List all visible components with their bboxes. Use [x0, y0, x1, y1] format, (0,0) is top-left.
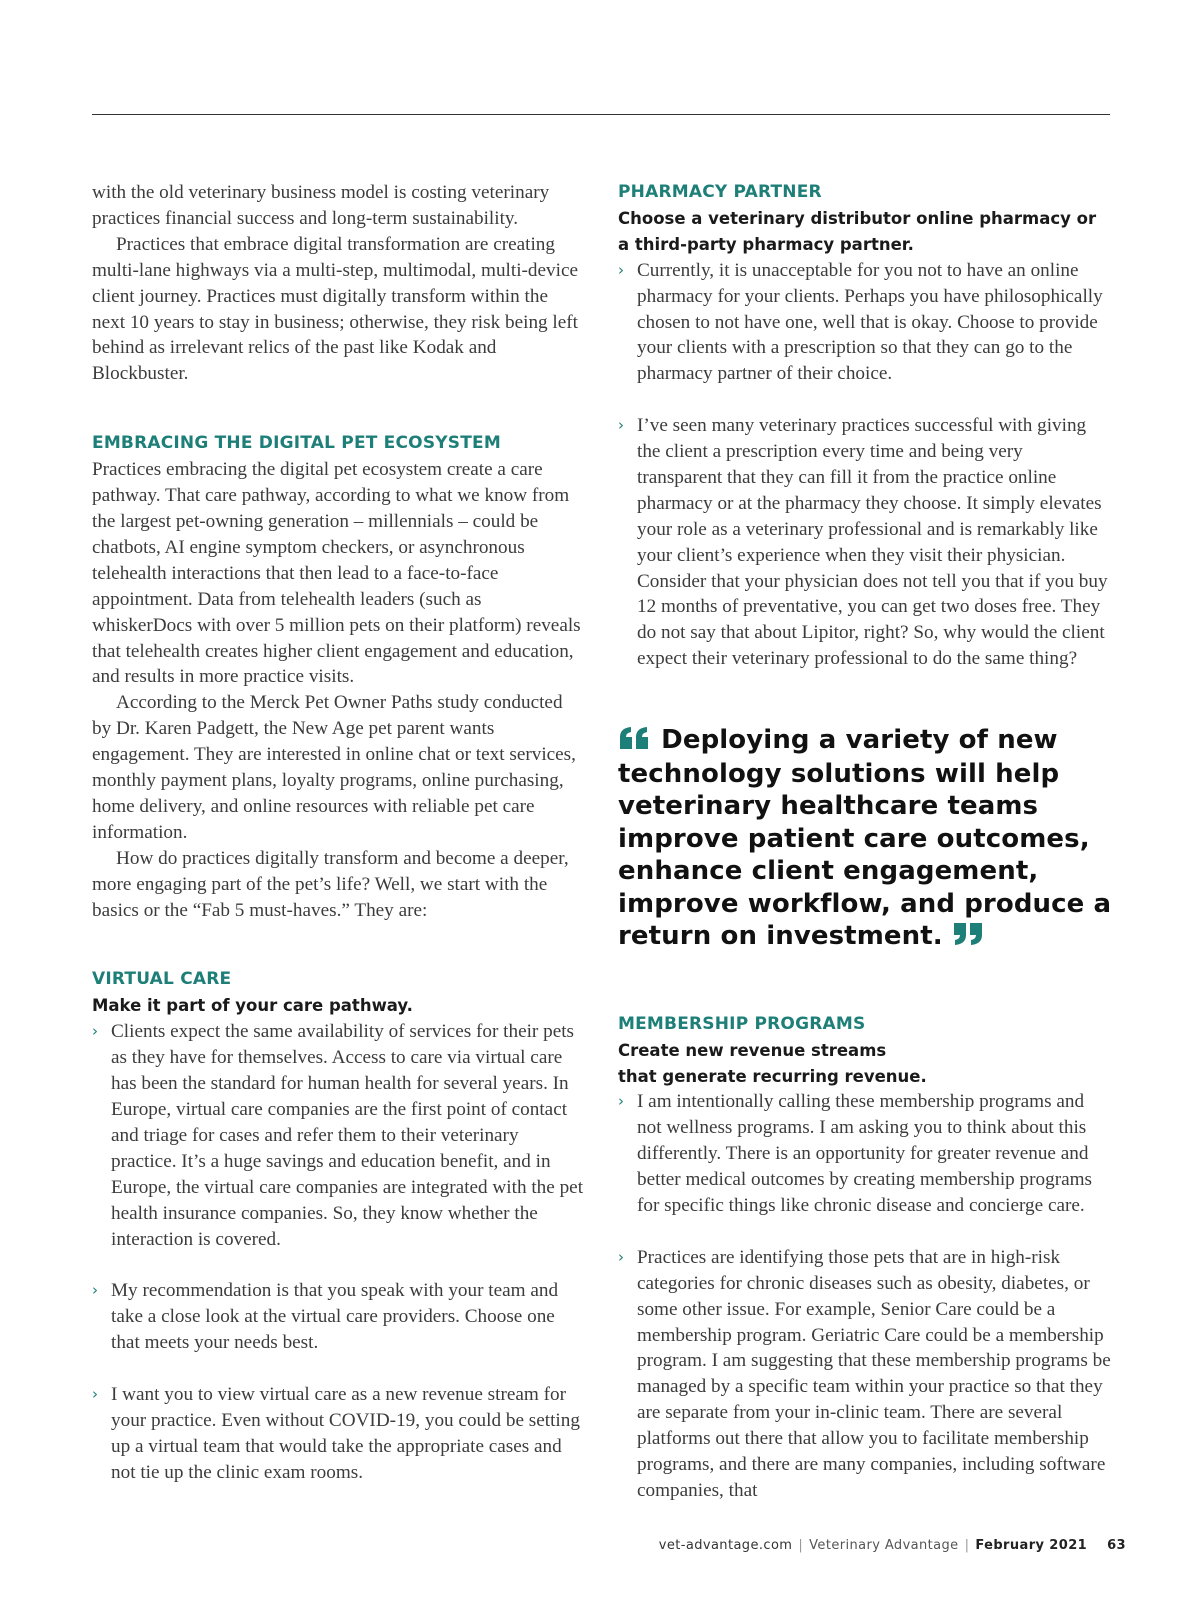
virtual-care-bullet-list: [92, 1019, 584, 1485]
ecosystem-paragraph: Practices embracing the digital pet ecosystem create a care pathway. That care pathway, according to what we know from the largest pet-owning generation – millennials – could be chatbots, AI engine symptom checkers, or asynchronous telehealth interactions that then lead to a face-to-face appointment. Data from telehealth leaders (such as whiskerDocs with over 5 million pets on their platform) reveals that telehealth creates higher client engagement and education, and results in more practice visits.: [92, 459, 581, 688]
section-subtitle-pharmacy: Choose a veterinary distributor online pharmacy or a third-party pharmacy partner.: [618, 208, 1097, 254]
bullet-item: [618, 1245, 1112, 1504]
chevron-right-icon: ›: [92, 1022, 98, 1041]
quote-open-icon: [618, 725, 652, 758]
quote-close-icon: [952, 921, 986, 954]
chevron-right-icon: ›: [92, 1384, 98, 1403]
section-subtitle-virtual-care: Make it part of your care pathway.: [92, 996, 413, 1016]
pharmacy-bullet-list: [618, 258, 1112, 672]
chevron-right-icon: ›: [92, 1281, 98, 1300]
top-rule: [92, 114, 1110, 115]
bullet-text: Currently, it is unacceptable for you not to have an online pharmacy for your clients. Perhaps you have philosophically chosen to not have one, well that is okay. Choose to provide your clients with a prescription so that they can go to the pharmacy partner of their choice.: [637, 259, 1103, 385]
page-footer: [659, 1538, 1126, 1553]
chevron-right-icon: ›: [618, 1092, 624, 1111]
bullet-item: [618, 258, 1112, 388]
footer-publication: Veterinary Advantage: [809, 1538, 959, 1553]
membership-bullet-list: [618, 1089, 1112, 1503]
section-title-virtual-care: VIRTUAL CARE: [92, 969, 232, 990]
ecosystem-paragraph: How do practices digitally transform and become a deeper, more engaging part of the pet’s life? Well, we start with the basics or the “Fab 5 must-haves.” They are:: [92, 847, 569, 921]
footer-issue: February 2021: [975, 1538, 1088, 1553]
left-column: [92, 180, 584, 1486]
bullet-item: [92, 1278, 584, 1356]
bullet-text: I am intentionally calling these membership programs and not wellness programs. I am asking you to think about this differently. There is an opportunity for greater revenue and better medical outcomes by creating membership programs for specific things like chronic disease and concierge care.: [637, 1091, 1093, 1217]
intro-paragraph: with the old veterinary business model is costing veterinary practices financial success and long-term sustainability.: [92, 182, 550, 229]
section-title-pharmacy: PHARMACY PARTNER: [618, 182, 822, 202]
ecosystem-paragraph: According to the Merck Pet Owner Paths study conducted by Dr. Karen Padgett, the New Age pet parent wants engagement. They are interested in online chat or text services, monthly payment plans, loyalty programs, online purchasing, home delivery, and online resources with reliable pet care information.: [92, 692, 576, 843]
bullet-text: I want you to view virtual care as a new revenue stream for your practice. Even without COVID-19, you could be setting up a virtual team that would take the appropriate cases and not tie up the clinic exam rooms.: [111, 1383, 580, 1483]
bullet-item: [618, 413, 1112, 672]
section-title-ecosystem: EMBRACING THE DIGITAL PET ECOSYSTEM: [92, 433, 501, 454]
bullet-text: Practices are identifying those pets that are in high-risk categories for chronic diseases such as obesity, diabetes, or some other issue. For example, Senior Care could be a membership program. Geriatric Care could be a membership program. I am suggesting that these membership programs be managed by a specific team within your practice so that they are separate from your in-clinic team. There are several platforms out there that allow you to facilitate membership programs, and there are many companies, including software companies, that: [637, 1246, 1111, 1501]
section-subtitle-membership: that generate recurring revenue.: [618, 1066, 927, 1086]
pull-quote: [618, 724, 1112, 954]
section-subtitle-membership: Create new revenue streams: [618, 1040, 887, 1060]
bullet-item: [92, 1019, 584, 1252]
footer-separator: |: [798, 1538, 804, 1553]
chevron-right-icon: ›: [618, 1247, 624, 1266]
bullet-text: I’ve seen many veterinary practices successful with giving the client a prescription every time and being very transparent that they can fill it from the practice online pharmacy or at the pharmacy they choose. It simply elevates your role as a veterinary professional and is remarkably like your client’s experience when they visit their physician. Consider that your physician does not tell you that if you buy 12 months of preventative, you can get two doses free. They do not say that about Lipitor, right? So, why would the client expect their veterinary professional to do the same thing?: [637, 415, 1108, 670]
intro-paragraph: Practices that embrace digital transformation are creating multi-lane highways via a multi-step, multimodal, multi-device client journey. Practices must digitally transform within the next 10 years to stay in business; otherwise, they risk being left behind as irrelevant relics of the past like Kodak and Blockbuster.: [92, 233, 578, 385]
bullet-item: [618, 1089, 1112, 1219]
bullet-text: My recommendation is that you speak with your team and take a close look at the virtual care providers. Choose one that meets your needs best.: [111, 1280, 559, 1354]
pull-quote-text: Deploying a variety of new technology solutions will help veterinary healthcare teams improve patient care outcomes, enhance client engagement, improve workflow, and produce a return on investment.: [618, 725, 1112, 952]
chevron-right-icon: ›: [618, 416, 624, 435]
footer-site-link[interactable]: vet-advantage.com: [658, 1538, 793, 1553]
right-column: [618, 180, 1112, 1504]
chevron-right-icon: ›: [618, 260, 624, 279]
bullet-item: [92, 1382, 584, 1486]
section-title-membership: MEMBERSHIP PROGRAMS: [618, 1013, 866, 1034]
footer-separator: |: [964, 1538, 970, 1553]
page-number: 63: [1107, 1538, 1126, 1553]
bullet-text: Clients expect the same availability of services for their pets as they have for themselves. Access to care via virtual care has been the standard for human health for several years. In Europe, virtual care companies are the first point of contact and triage for cases and refer them to their veterinary practice. It’s a huge savings and education benefit, and in Europe, the virtual care companies are integrated with the pet health insurance companies. So, they know whether the interaction is covered.: [111, 1021, 584, 1250]
